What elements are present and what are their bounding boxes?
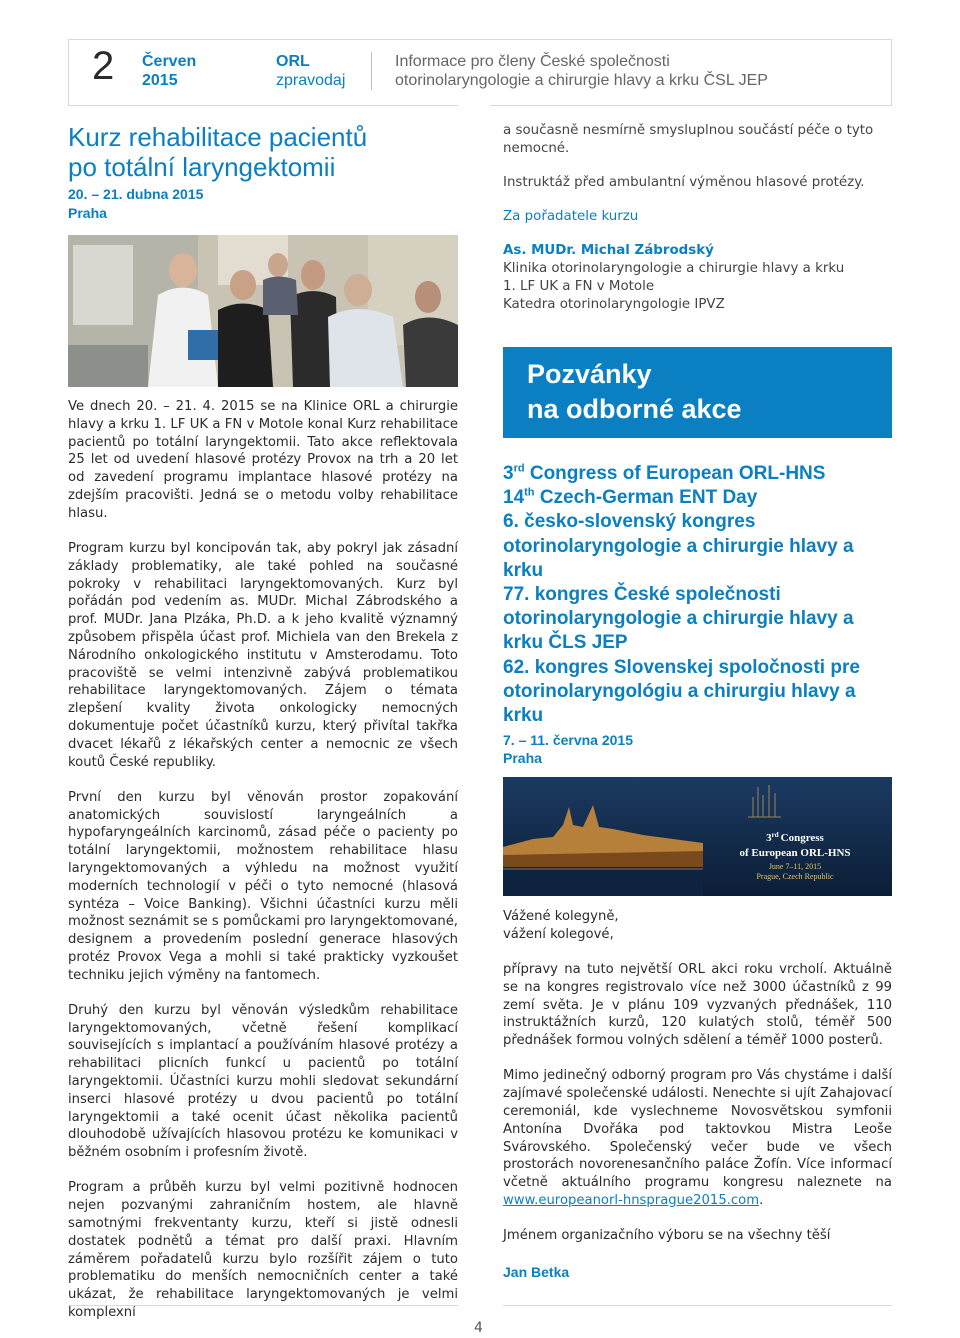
newsletter-name: [276, 52, 345, 90]
issue-year: 2015: [142, 72, 178, 89]
organizer-block: [503, 242, 895, 314]
event-date: 7. – 11. června 2015: [503, 732, 633, 748]
article-place: Praha: [68, 205, 107, 221]
article-paragraph: První den kurzu byl věnován prostor zopakování anatomických souvislostí laryngeálních a hypofaryngeálních karcinomů, zásad péče o pacienty po totální laryngektomii, možnostem rehabilitace hlasu laryngektomovaných a výhledu na možnost využití moderních technologií v péči o tyto nemocné (hlasová syntéza – Voice Banking). Všichni účastníci kurzu měli možnost seznámit se s pomůckami pro laryngektomované, designem a provedením poslední generace hlasových protéz Provox Vega a mohli si také prakticky vyzkoušet techniku jejich výměny na fantomech.: [68, 789, 458, 983]
article-paragraph: Program a průběh kurzu byl velmi pozitivně hodnocen nejen pozvanými zahraničním hostem, ale hlavně samotnými frekventanty kurzu, kteří si jistě odnesli dostatek podnětů a témat pro další praxi. Hlavním záměrem pořadatelů kurzu bylo rozšířit zájem o tuto problematiku do menších nemocničních center a také ukázat, že rehabilitace laryngektomovaných je velmi komplexní: [68, 1180, 458, 1321]
divider: [68, 105, 458, 106]
divider: [490, 105, 892, 106]
footer-divider: [68, 1305, 458, 1306]
organizers-label: Za pořadatele kurzu: [503, 209, 639, 224]
banner-line1: Pozvánky: [527, 359, 652, 389]
letter-paragraph: [503, 1067, 892, 1209]
header-info: [395, 52, 768, 90]
header-info-line2: otorinolaryngologie a chirurgie hlavy a krku ČSL JEP: [395, 72, 768, 89]
page-number: 4: [474, 1320, 483, 1336]
letter-paragraph-text: Mimo jedinečný odborný program pro Vás chystáme i další zajímavé společenské události. Nenechte si ujít Zahajovací ceremoniál, kde vyslechneme Novosvětskou symfonii Antonína Dvořáka pod taktovkou Mistra Leoše Svárovského. Společenský večer bude ve všech prostorách novorenesančního paláce Žofín. Více informací včetně aktuálního programu kongresu naleznete na: [503, 1068, 892, 1191]
event-meta: [503, 731, 633, 767]
banner-line2: na odborné akce: [527, 394, 742, 424]
congress-ordinal-suffix: rd: [513, 462, 525, 475]
congress-title: Czech-German ENT Day: [539, 487, 758, 509]
signature: Jan Betka: [503, 1264, 570, 1280]
organizer-name: As. MUDr. Michal Zábrodský: [503, 243, 714, 258]
congress-title: Congress of European ORL-HNS: [529, 463, 826, 484]
organizer-line: Katedra otorinolaryngologie IPVZ: [503, 297, 725, 312]
header-separator: [371, 52, 372, 90]
issue-month: Červen: [142, 53, 197, 70]
poster-ordinal-suffix: rd: [771, 831, 779, 839]
poster-congress-word: Congress: [780, 832, 824, 844]
article-paragraph: Program kurzu byl koncipován tak, aby pokryl jak zásadní základy problematiky, ale také pohled na současné pokroky v rehabilitaci laryngektomovaných. Kurz byl pořádán pod vedením as. MUDr. Michal Zábrodského a prof. MUDr. Jana Plzáka, Ph.D. a k jeho kvalitě významný způsobem přispěla účast prof. Michiela van den Brekela z Národního onkologického institutu v Amsterodamu. Toto pracoviště se velmi intenzivně zabývá problematikou rehabilitace laryngektomovaných. Zájem o témata zlepšení kvality života onkologicky nemocných dokumentuje počet účastníků kurzu, který přivítal takřka dvacet lékařů z lékařských center a nemocnic ze všech koutů České republiky.: [68, 540, 458, 770]
congress-item: [503, 462, 895, 486]
article-title-line2: po totální laryngektomii: [68, 152, 336, 182]
congress-item: 77. kongres České společnosti otorinolaryngologie a chirurgie hlavy a krku ČLS JEP: [503, 584, 854, 654]
link-suffix: .: [759, 1192, 764, 1208]
invitation-letter: [503, 908, 892, 1262]
article-title-line1: Kurz rehabilitace pacientů: [68, 122, 368, 152]
article-meta: [68, 185, 203, 223]
poster-place: Prague, Czech Republic: [756, 872, 834, 881]
congress-item: 62. kongres Slovenskej spoločnosti pre otorinolaryngológiu a chirurgiu hlavy a krku: [503, 656, 860, 727]
banner-title: [527, 357, 742, 427]
poster-ordinal: 3: [766, 832, 772, 844]
header-info-line1: Informace pro členy České společnosti: [395, 53, 670, 70]
poster-title: of European ORL-HNS: [739, 847, 851, 859]
congress-poster: [503, 777, 892, 896]
article-paragraph: Ve dnech 20. – 21. 4. 2015 se na Klinice ORL a chirurgie hlavy a krku 1. LF UK a FN v Motole konal Kurz rehabilitace pacientů po totální laryngektomii. Tato akce reflektovala 25 let od uvedení hlasové protézy Provox na trh a 20 let od zavedení programu implantace hlasové protézy na zdejším pracovišti. Jedná se o metodu volby rehabilitace hlasu.: [68, 399, 458, 521]
article-body: [68, 398, 458, 1338]
article-continuation: [503, 122, 895, 314]
organizer-line: 1. LF UK a FN v Motole: [503, 279, 655, 294]
issue-number: 2: [92, 44, 115, 88]
organizer-line: Klinika otorinolaryngologie a chirurgie hlavy a krku: [503, 261, 845, 276]
congress-ordinal-suffix: th: [524, 486, 535, 499]
photo-caption: Instruktáž před ambulantní výměnou hlasové protézy.: [503, 175, 865, 190]
congress-item: 6. česko-slovenský kongres otorinolaryngologie a chirurgie hlavy a krku: [503, 511, 854, 581]
poster-date: June 7–11, 2015: [768, 862, 822, 871]
congress-ordinal: 14: [503, 487, 525, 509]
course-photo: [68, 235, 458, 387]
newsletter-zpravodaj: zpravodaj: [276, 72, 346, 89]
continuation-text: a současně nesmírně smysluplnou součástí péče o tyto nemocné.: [503, 123, 874, 156]
congress-list: [503, 462, 895, 728]
footer-divider: [503, 1305, 892, 1306]
congress-website-link[interactable]: www.europeanorl-hnsprague2015.com: [503, 1192, 760, 1208]
issue-date: [142, 52, 196, 90]
congress-ordinal: 3: [503, 463, 514, 484]
article-date: 20. – 21. dubna 2015: [68, 186, 204, 202]
greeting-line: Vážené kolegyně,: [503, 909, 619, 924]
congress-item: [503, 486, 895, 510]
closing: Jménem organizačního výboru se na všechny těší: [503, 1228, 831, 1244]
event-place: Praha: [503, 750, 542, 766]
newsletter-orl: ORL: [276, 53, 310, 70]
invitations-banner: [503, 347, 892, 438]
greeting-line: vážení kolegové,: [503, 926, 614, 942]
article-paragraph: Druhý den kurzu byl věnován výsledkům rehabilitace laryngektomovaných, včetně řešení komplikací souvisejících s implantací a používáním hlasové protézy a rehabilitaci plicních funkcí u pacientů po totální laryngektomii. Účastníci kurzu mohli sledovat sekundární inserci hlasové protézy u dvou pacientů po totální laryngektomii a také ocenit účast několika pacientů dlouhodobě užívajících hlasovou protézu ke komunikaci v běžném osobním i profesním životě.: [68, 1002, 458, 1161]
letter-paragraph: přípravy na tuto největší ORL akci roku vrcholí. Aktuálně se na kongres registrovalo více než 3000 účastníků z 99 zemí světa. Je v plánu 109 vyzvaných přednášek, 110 instruktážních kurzů, 120 kulatých stolů, téměř 500 přednášek formou volných sdělení a téměř 1000 posterů.: [503, 961, 892, 1049]
greeting: [503, 908, 892, 944]
article-title: [68, 122, 367, 182]
